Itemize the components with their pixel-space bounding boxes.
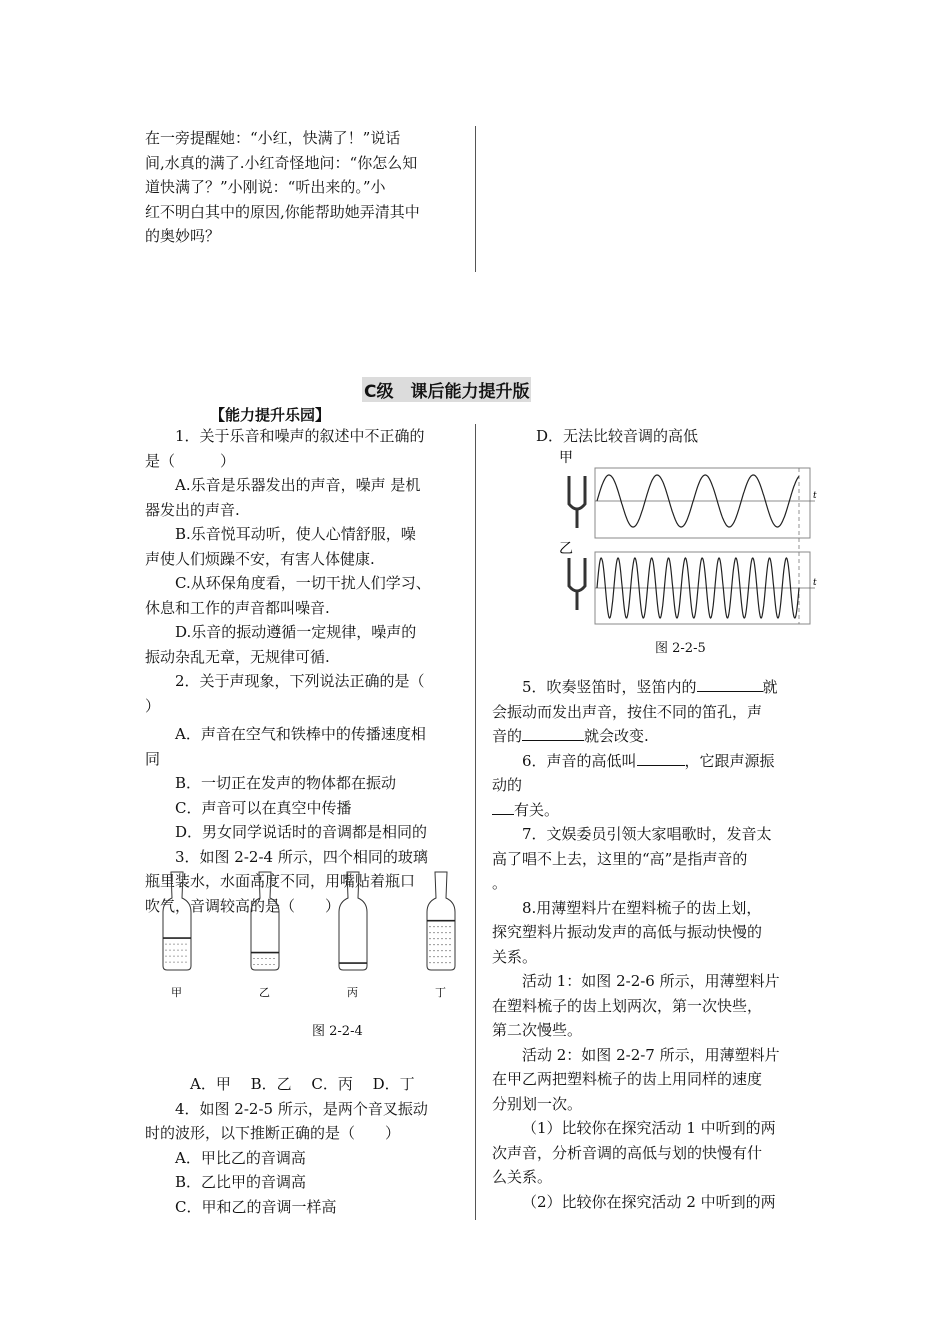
bottle-label: 丙	[347, 986, 358, 999]
q8-activity1-cont: 在塑料梳子的齿上划两次，第一次快些，	[492, 996, 763, 1015]
q8-part1: （1）比较你在探究活动 1 中听到的两	[522, 1119, 776, 1137]
figure-2-2-5-caption: 图 2-2-5	[655, 641, 706, 656]
q1-option-d: D.乐音的振动遵循一定规律，噪声的	[175, 623, 417, 641]
q2-option-a-cont: 同	[145, 749, 161, 768]
q8-activity2-cont: 在甲乙两把塑料梳子的齿上用同样的速度	[492, 1070, 763, 1088]
axis-label-t-bottom: t	[813, 578, 817, 588]
q6-line2: 动的	[492, 776, 523, 794]
story-line: 在一旁提醒她：“小红，快满了！”说话	[145, 129, 401, 147]
section-title: C级 课后能力提升版	[362, 377, 531, 402]
q3-stem: 3．如图 2-2-4 所示，四个相同的玻璃	[175, 847, 428, 866]
figure-2-2-5-waveforms	[555, 448, 825, 628]
q5-text: 5．吹奏竖笛时，竖笛内的	[522, 678, 697, 696]
q6-text: 6．声音的高低叫	[522, 751, 637, 770]
q8-activity2-cont: 分别划一次。	[492, 1094, 583, 1113]
left-column-q1-q3	[145, 424, 463, 918]
q1-option-d-cont: 振动杂乱无章，无规律可循.	[145, 647, 330, 666]
q8-line2: 探究塑料片振动发声的高低与振动快慢的	[492, 923, 763, 941]
q8-part1-cont: 么关系。	[492, 1168, 553, 1186]
q8-activity1: 活动 1：如图 2-2-6 所示，用薄塑料片	[522, 972, 780, 990]
q8-activity2: 活动 2：如图 2-2-7 所示，用薄塑料片	[522, 1045, 780, 1064]
q1-stem-cont: 是（ ）	[145, 451, 236, 470]
q2-option-b: B．一切正在发声的物体都在振动	[175, 774, 397, 792]
q4-option-b: B．乙比甲的音调高	[175, 1173, 307, 1191]
q6-line3	[492, 798, 812, 823]
bottle-outline	[251, 872, 279, 970]
q5-text: 就	[762, 678, 778, 696]
q7-line1: 7．文娱委员引领大家唱歌时，发音太	[522, 825, 772, 843]
q2-option-a: A．声音在空气和铁棒中的传播速度相	[175, 725, 426, 743]
bottom-column-divider	[475, 424, 476, 1220]
q5-line3	[492, 724, 812, 749]
q7-line3: 。	[492, 874, 508, 892]
q1-option-b-cont: 声使人们烦躁不安，有害人体健康.	[145, 549, 375, 568]
q5-blank-1[interactable]	[697, 675, 763, 692]
figure-2-2-4-caption: 图 2-2-4	[312, 1024, 363, 1039]
story-line: 道快满了？”小刚说：“听出来的。”小	[145, 178, 386, 196]
q1-stem: 1．关于乐音和噪声的叙述中不正确的	[175, 427, 425, 445]
q1-option-a: A.乐音是乐器发出的声音，噪声 是机	[175, 476, 421, 494]
figure-2-2-4-bottles	[155, 866, 475, 1006]
q6-text: 有关。	[514, 800, 560, 819]
story-line: 红不明白其中的原因,你能帮助她弄清其中	[145, 202, 420, 221]
q5-text: 音的	[492, 727, 523, 745]
q6-blank-2[interactable]	[492, 798, 514, 815]
q8-activity1-cont: 第二次慢些。	[492, 1021, 583, 1039]
q8-line1: 8.用薄塑料片在塑料梳子的齿上划，	[522, 898, 762, 917]
q3-stem-cont: 吹气，音调较高的是（ ）	[145, 896, 341, 915]
q5-line1	[492, 675, 812, 700]
bottle	[427, 872, 455, 999]
top-column-divider	[475, 126, 476, 272]
tuning-fork-icon	[569, 558, 585, 610]
bottle-outline	[163, 872, 191, 970]
q6-text: ，它跟声源振	[684, 751, 775, 770]
q4-option-a: A．甲比乙的音调高	[175, 1148, 306, 1167]
q4-stem-cont: 时的波形，以下推断正确的是（ ）	[145, 1124, 401, 1142]
tuning-fork-icon	[569, 476, 585, 528]
left-column-q3-q4	[145, 1072, 463, 1219]
q4-stem: 4．如图 2-2-5 所示，是两个音叉振动	[175, 1099, 428, 1118]
q1-option-c-cont: 休息和工作的声音都叫噪音.	[145, 598, 330, 617]
bottle	[163, 872, 191, 999]
q2-option-d: D．男女同学说话时的音调都是相同的	[175, 823, 428, 841]
top-story	[145, 126, 475, 249]
right-column-q5-q8	[492, 675, 812, 1214]
q4-option-d-block	[536, 424, 826, 449]
bottle-outline	[339, 872, 367, 970]
q5-line2: 会振动而发出声音，按住不同的笛孔，声	[492, 702, 763, 721]
q1-option-a-cont: 器发出的声音.	[145, 500, 240, 519]
q4-option-c: C．甲和乙的音调一样高	[175, 1197, 337, 1216]
q7-line2: 高了唱不上去，这里的“高”是指声音的	[492, 849, 748, 868]
q8-part2: （2）比较你在探究活动 2 中听到的两	[522, 1192, 776, 1211]
q2-stem: 2．关于声现象，下列说法正确的是（	[175, 672, 425, 690]
q6-line1	[492, 749, 812, 774]
bottle	[339, 872, 367, 999]
q1-option-c: C.从环保角度看，一切干扰人们学习、	[175, 574, 431, 592]
q8-part1-cont: 次声音，分析音调的高低与划的快慢有什	[492, 1143, 763, 1162]
bottle-label: 丁	[435, 986, 446, 999]
q4-option-d: D．无法比较音调的高低	[536, 427, 699, 445]
q2-option-c: C．声音可以在真空中传播	[175, 798, 352, 817]
q5-blank-2[interactable]	[522, 724, 584, 741]
q6-blank-1[interactable]	[637, 749, 685, 766]
q2-stem-cont: ）	[145, 696, 161, 715]
bottle-label: 甲	[171, 986, 182, 999]
q5-text: 就会改变.	[584, 727, 649, 745]
q8-line3: 关系。	[492, 947, 538, 966]
bottle	[251, 872, 279, 999]
q1-option-b: B.乐音悦耳动听，使人心情舒服，噪	[175, 525, 416, 543]
subsection-title: 【能力提升乐园】	[210, 406, 331, 424]
q3-stem-cont: 瓶里装水，水面高度不同，用嘴贴着瓶口	[145, 872, 416, 890]
story-line: 的奥妙吗？	[145, 227, 221, 245]
story-line: 间,水真的满了.小红奇怪地问：“你怎么知	[145, 153, 418, 172]
axis-label-t-top: t	[813, 491, 817, 501]
wave-label-jia: 甲	[559, 450, 573, 466]
q3-options: A．甲 B．乙 C．丙 D．丁	[190, 1075, 415, 1093]
bottle-label: 乙	[259, 986, 270, 999]
wave-label-yi: 乙	[559, 541, 573, 557]
